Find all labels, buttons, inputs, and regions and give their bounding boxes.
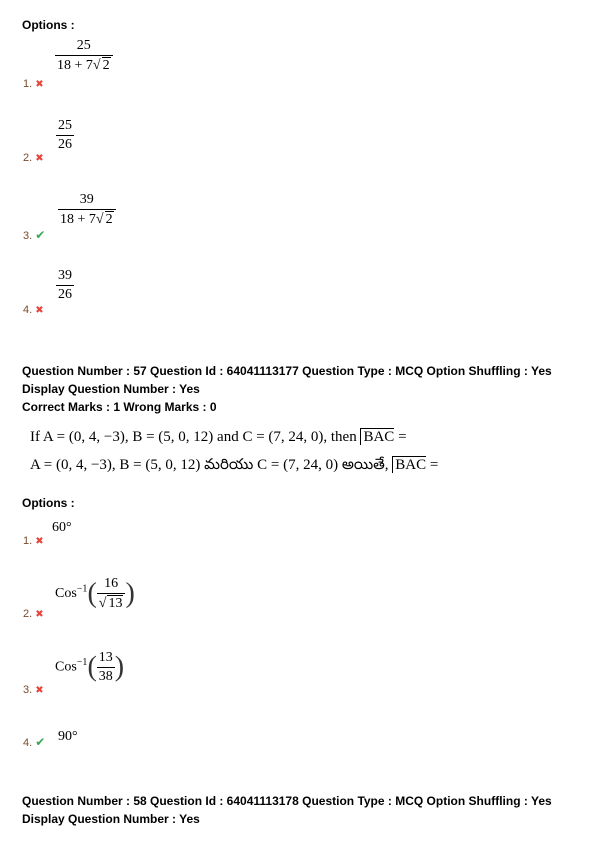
option-3-label (23, 228, 45, 242)
inverse-superscript: −1 (76, 583, 88, 595)
option-number: 1. (23, 78, 33, 90)
sqrt-symbol: √ 2 (92, 58, 110, 73)
fraction (58, 192, 116, 228)
option-number: 1. (23, 535, 33, 547)
denominator-prefix: 18 + 7 (57, 58, 93, 73)
radicand: 2 (105, 212, 113, 227)
option-number: 4. (23, 304, 33, 316)
fraction-numerator: 25 (58, 118, 72, 133)
question-english-prefix: If A = (0, 4, −3), B = (5, 0, 12) and C = (7, 24, 0), then (30, 429, 361, 445)
question-telugu-prefix: A = (0, 4, −3), B = (5, 0, 12) మరియు C = (7, 24, 0) అయితే, (30, 457, 393, 473)
option-4-math (56, 268, 74, 303)
cross-icon: ✖ (35, 79, 44, 90)
option-number: 2. (23, 152, 33, 164)
cross-icon: ✖ (35, 305, 44, 316)
option-4-label (23, 304, 44, 316)
sqrt-symbol: √ 13 (98, 596, 123, 611)
fraction-denominator: 38 (98, 669, 113, 684)
fraction (55, 38, 113, 74)
q57-option-4-math: 90° (58, 729, 78, 744)
denominator-prefix: 18 + 7 (60, 212, 96, 227)
fraction (97, 650, 115, 685)
check-icon: ✔ (35, 735, 46, 749)
fraction-numerator: 16 (104, 576, 119, 591)
options-label: Options : (22, 496, 75, 510)
option-number: 4. (23, 737, 33, 749)
option-number: 2. (23, 608, 33, 620)
fraction-denominator (58, 209, 116, 228)
right-paren: ) (125, 578, 135, 609)
check-icon: ✔ (35, 228, 46, 242)
angle-symbol (392, 456, 426, 473)
option-3-math (58, 192, 116, 228)
question-header-line-1: Question Number : 57 Question Id : 64041113177 Question Type : MCQ Option Shuffling : Yes (22, 364, 552, 378)
question-text-telugu (30, 457, 438, 477)
equals-sign: = (394, 429, 407, 445)
q57-option-1-label (23, 535, 44, 547)
cross-icon: ✖ (35, 685, 44, 696)
option-2-math (56, 118, 74, 153)
fraction-numerator: 13 (98, 650, 113, 665)
radicand: 13 (108, 596, 123, 611)
cross-icon: ✖ (35, 153, 44, 164)
fraction (97, 576, 126, 612)
fraction-denominator (55, 55, 113, 74)
options-label: Options : (22, 18, 75, 32)
option-1-math (55, 38, 113, 74)
radicand: 2 (102, 58, 110, 73)
sqrt-symbol: √ 2 (95, 212, 113, 227)
q57-option-2-math (55, 576, 135, 612)
equals-sign: = (426, 457, 439, 473)
function-name: Cos (55, 586, 77, 602)
fraction (56, 268, 74, 303)
fraction-denominator (97, 593, 126, 612)
option-number: 3. (23, 230, 33, 242)
fraction-numerator: 25 (76, 38, 91, 53)
question-header-line-2: Display Question Number : Yes (22, 812, 200, 826)
option-2-label (23, 152, 44, 164)
question-marks-line: Correct Marks : 1 Wrong Marks : 0 (22, 400, 217, 414)
left-paren: ( (87, 651, 97, 683)
inverse-superscript: −1 (76, 657, 88, 669)
fraction (56, 118, 74, 153)
angle-symbol (360, 428, 394, 445)
q57-option-1-math: 60° (52, 520, 72, 535)
question-header-line-1: Question Number : 58 Question Id : 64041113178 Question Type : MCQ Option Shuffling : Yes (22, 794, 552, 808)
fraction-numerator: 39 (58, 268, 72, 283)
left-paren: ( (87, 578, 97, 609)
angle-label: BAC (363, 429, 395, 445)
function-name: Cos (55, 659, 77, 675)
cross-icon: ✖ (35, 536, 44, 547)
fraction-denominator: 26 (58, 137, 72, 152)
cross-icon: ✖ (35, 609, 44, 620)
right-paren: ) (114, 651, 125, 683)
question-text-english (30, 429, 407, 446)
question-header-line-2: Display Question Number : Yes (22, 382, 200, 396)
q57-option-4-label (23, 735, 45, 749)
fraction-denominator: 26 (58, 287, 72, 302)
q57-option-3-math (55, 650, 124, 685)
option-1-label (23, 78, 44, 90)
option-number: 3. (23, 684, 33, 696)
q57-option-2-label (23, 608, 44, 620)
q57-option-3-label (23, 684, 44, 696)
fraction-numerator: 39 (79, 192, 94, 207)
angle-label: BAC (395, 457, 427, 473)
